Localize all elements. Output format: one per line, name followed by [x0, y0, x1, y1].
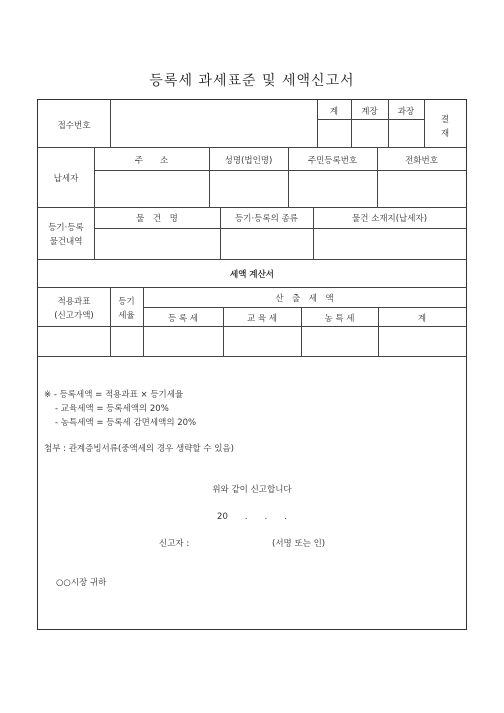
- col-phone: 전화번호: [405, 156, 438, 166]
- approval-kyeol: 결: [440, 115, 450, 125]
- tax-declaration-form: [37, 99, 467, 630]
- row-divider: [143, 307, 466, 308]
- col-rural-tax: 농 특 세: [324, 314, 355, 324]
- approval-gye: 계: [329, 107, 339, 117]
- rate-label-2: 세율: [118, 311, 135, 321]
- row-divider: [38, 326, 466, 327]
- row-divider: [38, 259, 466, 260]
- row-divider: [38, 287, 466, 288]
- col-divider: [110, 100, 111, 147]
- signature-note: (서명 또는 인): [272, 539, 326, 549]
- note-formula-2: - 교육세액 = 등록세액의 20%: [55, 404, 169, 414]
- row-divider: [38, 356, 466, 357]
- addressee: ○○시장 귀하: [56, 578, 107, 588]
- property-label-1: 등기·등록: [48, 223, 84, 233]
- declaration-text: 위와 같이 신고합니다: [212, 485, 292, 495]
- rate-label-1: 등기: [118, 297, 135, 307]
- note-formula-3: - 농특세액 = 등록세 감면세액의 20%: [55, 418, 197, 428]
- document-title: 등록세 과세표준 및 세액신고서: [149, 73, 355, 89]
- row-divider: [38, 207, 466, 208]
- col-registration-type: 등기·등록의 종류: [235, 214, 298, 224]
- property-label-2: 물건내역: [49, 237, 83, 247]
- approval-jae: 재: [440, 129, 450, 139]
- row-divider: [94, 170, 466, 171]
- receipt-number-label: 접수번호: [57, 121, 91, 131]
- col-property-location: 물건 소재지(납세자): [351, 214, 428, 224]
- col-resident-number: 주민등록번호: [307, 156, 358, 166]
- base-label-1: 적용과표: [57, 297, 91, 307]
- calculated-tax-header: 산 출 세 액: [275, 294, 334, 304]
- col-item-name: 물 건 명: [136, 214, 178, 224]
- col-total: 계: [417, 314, 427, 324]
- col-name: 성명(법인명): [224, 156, 273, 166]
- attachment-note: 첨부 : 관계증빙서류(중액세의 경우 생략할 수 있음): [44, 444, 234, 454]
- calc-header: 세액 계산서: [229, 270, 274, 280]
- approval-gwajang: 과장: [397, 107, 415, 117]
- applicant-label: 신고자 :: [159, 539, 190, 549]
- row-divider: [317, 119, 424, 120]
- col-education-tax: 교 육 세: [246, 314, 278, 324]
- row-divider: [38, 147, 466, 148]
- base-label-2: (신고가액): [54, 311, 94, 321]
- taxpayer-label: 납세자: [53, 174, 79, 184]
- approval-gyejang: 계장: [361, 107, 378, 117]
- col-address: 주 소: [134, 156, 169, 166]
- row-divider: [94, 228, 466, 229]
- col-registration-tax: 등 록 세: [167, 314, 199, 324]
- declaration-date: 20 . . .: [217, 512, 287, 522]
- note-formula-1: ※ - 등록세액 = 적용과표 × 등기세율: [44, 390, 184, 400]
